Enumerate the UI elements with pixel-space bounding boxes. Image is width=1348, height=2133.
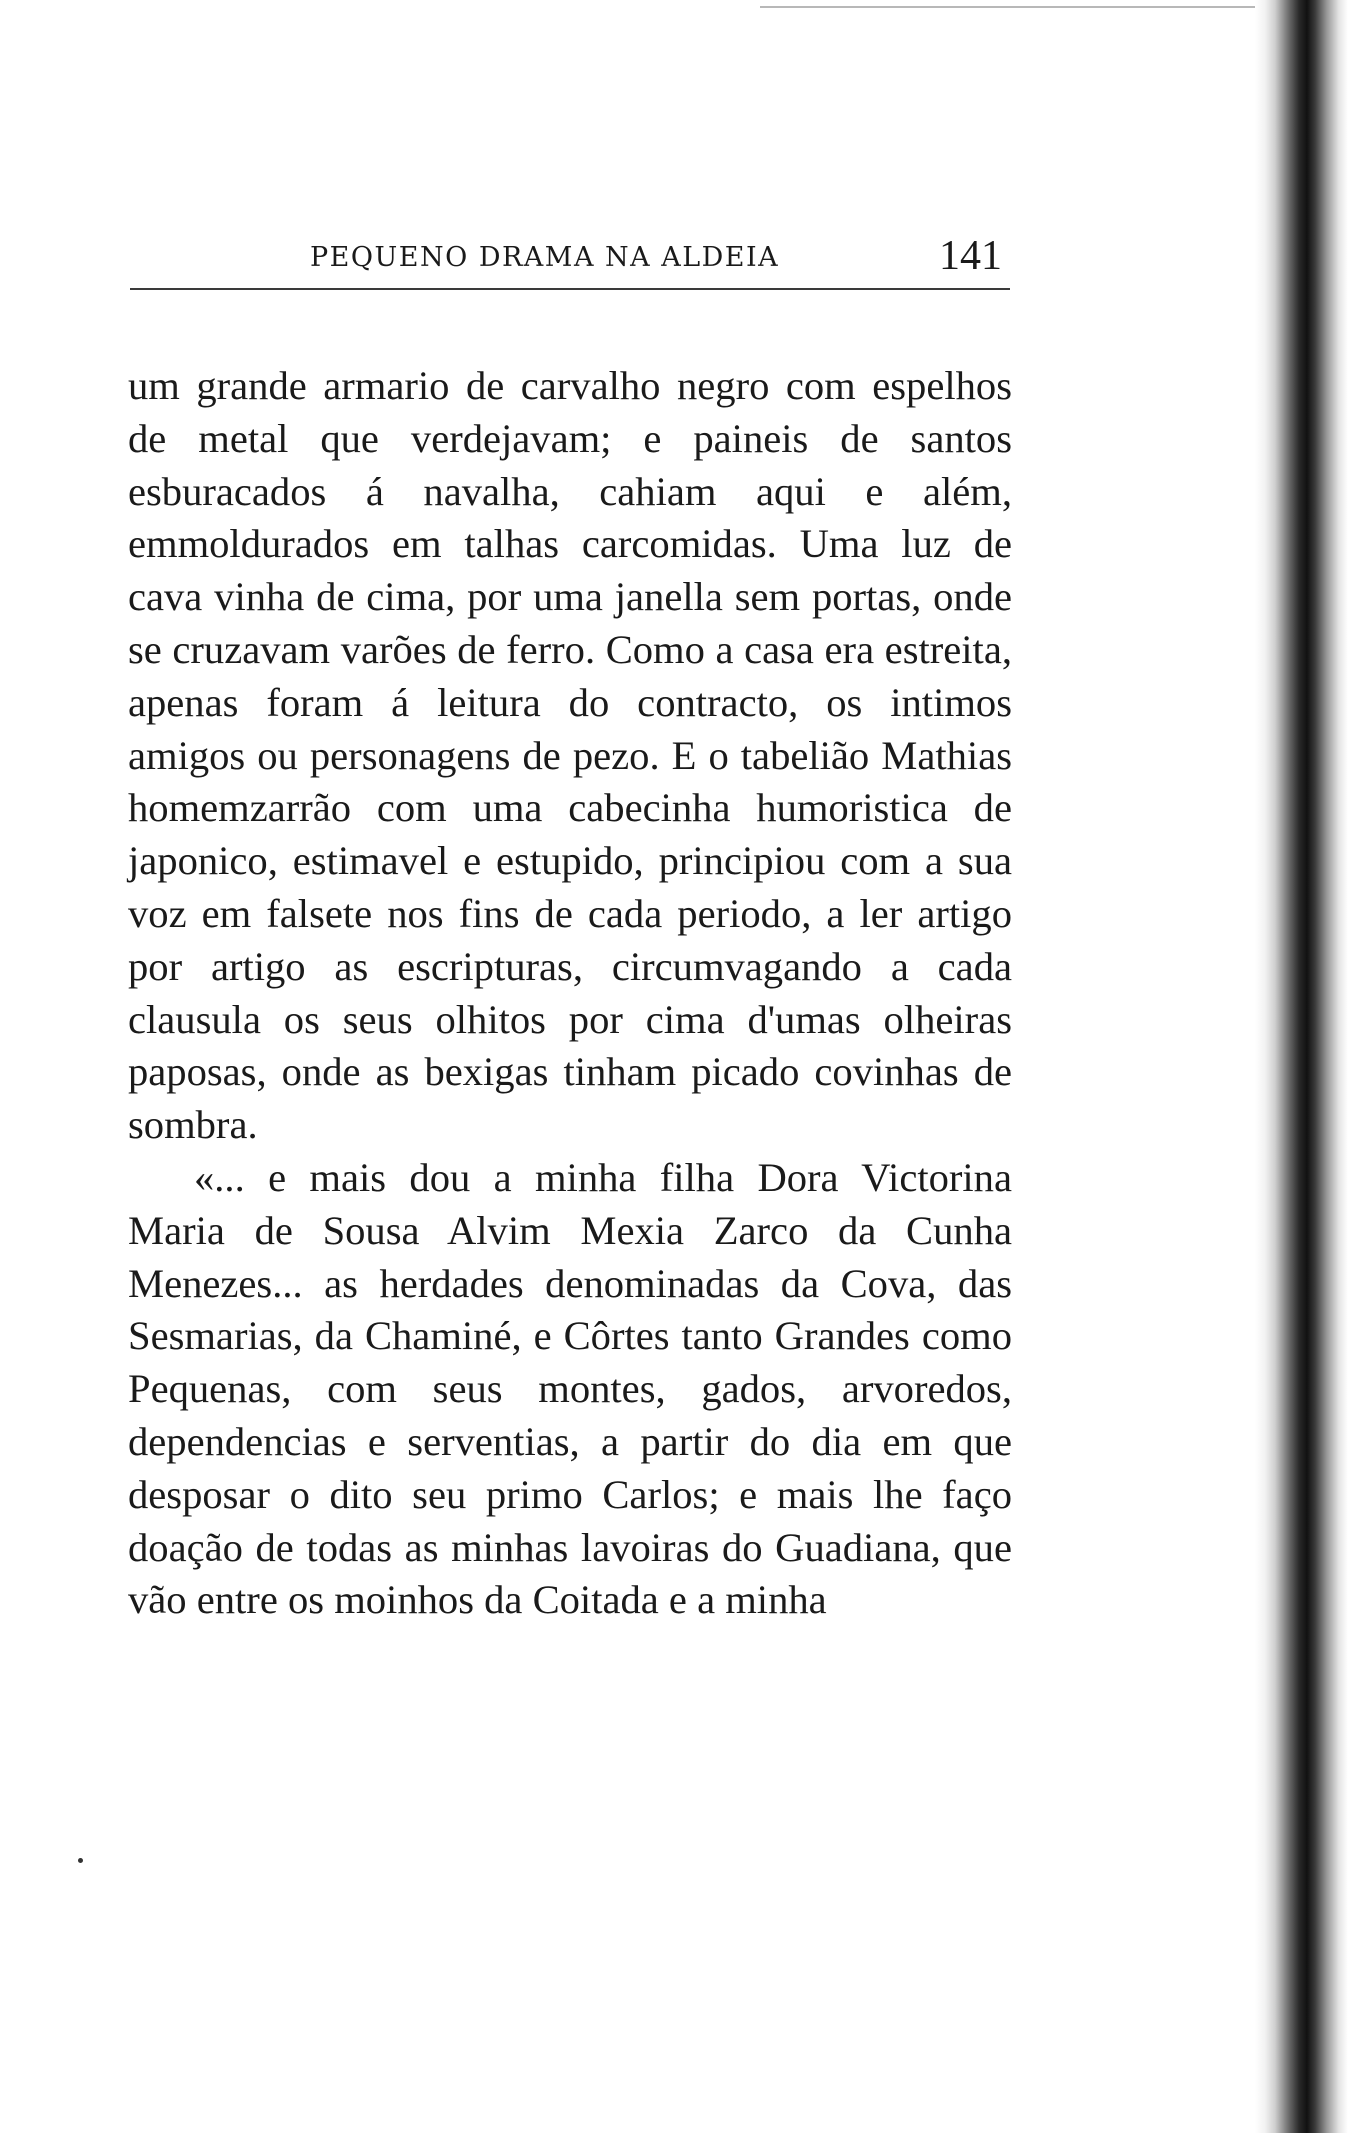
paragraph-2: «... e mais dou a minha filha Dora Victorina Maria de Sousa Alvim Mexia Zarco da Cunha Menezes... as herdades denominadas da Cova, das Sesmarias, da Chaminé, e Côrtes tanto Grandes como Pequenas, com seus montes, gados, arvoredos, dependencias e serventias, a partir do dia em que desposar o dito seu primo Carlos; e mais lhe faço doação de todas as minhas lavoiras do Guadiana, que vão entre os moinhos da Coitada e a minha xyxy=(128,1154,1012,1623)
page-header xyxy=(130,232,1010,282)
page-number: 141 xyxy=(939,233,1002,279)
book-binding-edge xyxy=(1255,0,1348,2133)
body-text xyxy=(128,360,1012,1627)
ink-speck xyxy=(78,1858,83,1863)
header-rule xyxy=(130,288,1010,290)
running-title: PEQUENO DRAMA NA ALDEIA xyxy=(310,242,780,273)
page-top-edge xyxy=(760,6,1260,8)
paragraph-1: um grande armario de carvalho negro com espelhos de metal que verdejavam; e paineis de santos esburacados á navalha, cahiam aqui e além, emmoldurados em talhas carcomidas. Uma luz de cava vinha de cima, por uma janella sem portas, onde se cruzavam varões de ferro. Como a casa era estreita, apenas foram á leitura do contracto, os intimos amigos ou personagens de pezo. E o tabelião Mathias homemzarrão com uma cabecinha humoristica de japonico, estimavel e estupido, principiou com a sua voz em falsete nos fins de cada periodo, a ler artigo por artigo as escripturas, circumvagando a cada clausula os seus olhitos por cima d'umas olheiras paposas, onde as bexigas tinham picado covinhas de sombra. xyxy=(128,363,1012,1148)
